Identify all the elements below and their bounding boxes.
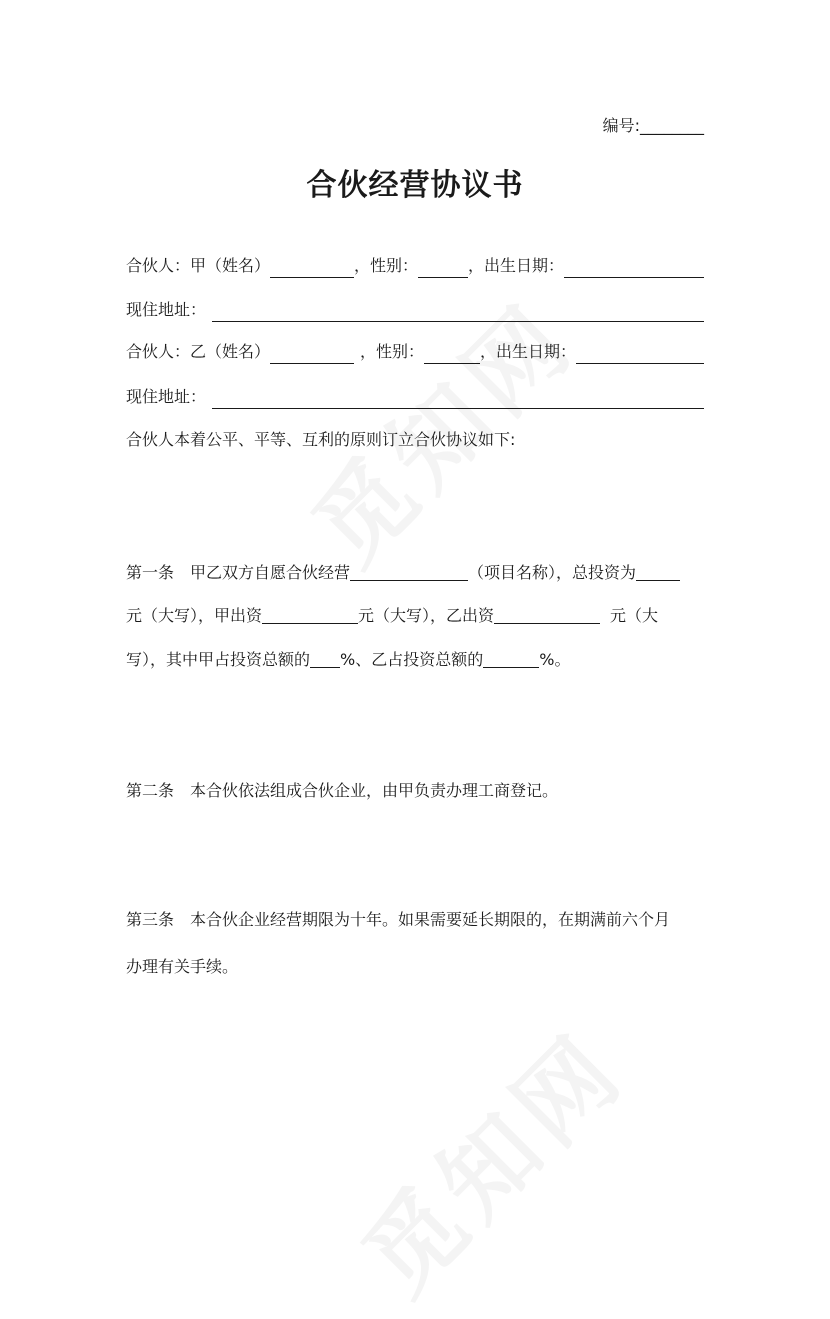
article-1-text: 写），其中甲占投资总额的	[126, 650, 311, 669]
article-2: 第二条 本合伙依法组成合伙企业，由甲负责办理工商登记。	[126, 781, 559, 800]
a-share-blank[interactable]	[310, 649, 340, 668]
partner-a-line	[126, 254, 704, 278]
partner-a-address-blank[interactable]	[212, 303, 704, 322]
article-1-text: 元（大写），乙出资	[358, 606, 495, 625]
watermark	[328, 998, 650, 1319]
partner-a-birth-label: ，出生日期：	[468, 256, 565, 275]
partner-b-name-blank[interactable]	[270, 345, 354, 364]
project-name-blank[interactable]	[350, 562, 468, 581]
document-title: 合伙经营协议书	[306, 168, 524, 203]
article-1-text: 元（大写），甲出资	[126, 606, 263, 625]
article-1-line-1	[126, 561, 706, 585]
partner-b-name-label: 合伙人：乙（姓名）	[126, 342, 271, 361]
partner-b-address-blank[interactable]	[212, 390, 704, 409]
partner-b-birth-label: ，出生日期：	[480, 342, 577, 361]
article-1-text: %。	[539, 650, 571, 669]
document-number: 编号:________	[602, 116, 704, 135]
article-1-line-3	[126, 648, 706, 672]
article-1-text: 元（大	[610, 606, 659, 625]
partner-b-gender-label: ，性别：	[360, 342, 425, 361]
partner-b-gender-blank[interactable]	[424, 345, 480, 364]
partner-a-birth-blank[interactable]	[564, 259, 704, 278]
partner-b-birth-blank[interactable]	[576, 345, 704, 364]
partner-b-line	[126, 340, 704, 364]
b-investment-blank[interactable]	[494, 605, 600, 624]
partner-a-address-line	[126, 298, 704, 322]
partner-b-address-label: 现住地址：	[126, 387, 207, 406]
article-3-line-1: 第三条 本合伙企业经营期限为十年。如果需要延长期限的，在期满前六个月	[126, 910, 671, 929]
partner-a-name-blank[interactable]	[270, 259, 354, 278]
total-investment-blank[interactable]	[636, 562, 680, 581]
partner-a-gender-blank[interactable]	[418, 259, 468, 278]
partner-b-address-line	[126, 385, 704, 409]
partner-a-gender-label: ，性别：	[354, 256, 419, 275]
partner-a-name-label: 合伙人：甲（姓名）	[126, 256, 271, 275]
b-share-blank[interactable]	[483, 649, 539, 668]
article-1-text: %、乙占投资总额的	[340, 650, 484, 669]
partner-a-address-label: 现住地址：	[126, 300, 207, 319]
article-1-prefix: 第一条 甲乙双方自愿合伙经营	[126, 563, 351, 582]
intro-paragraph: 合伙人本着公平、平等、互利的原则订立合伙协议如下:	[126, 430, 516, 449]
article-1-project-label: （项目名称），总投资为	[468, 563, 637, 582]
article-1-line-2	[126, 604, 706, 628]
article-3-line-2: 办理有关手续。	[126, 957, 239, 976]
a-investment-blank[interactable]	[262, 605, 358, 624]
